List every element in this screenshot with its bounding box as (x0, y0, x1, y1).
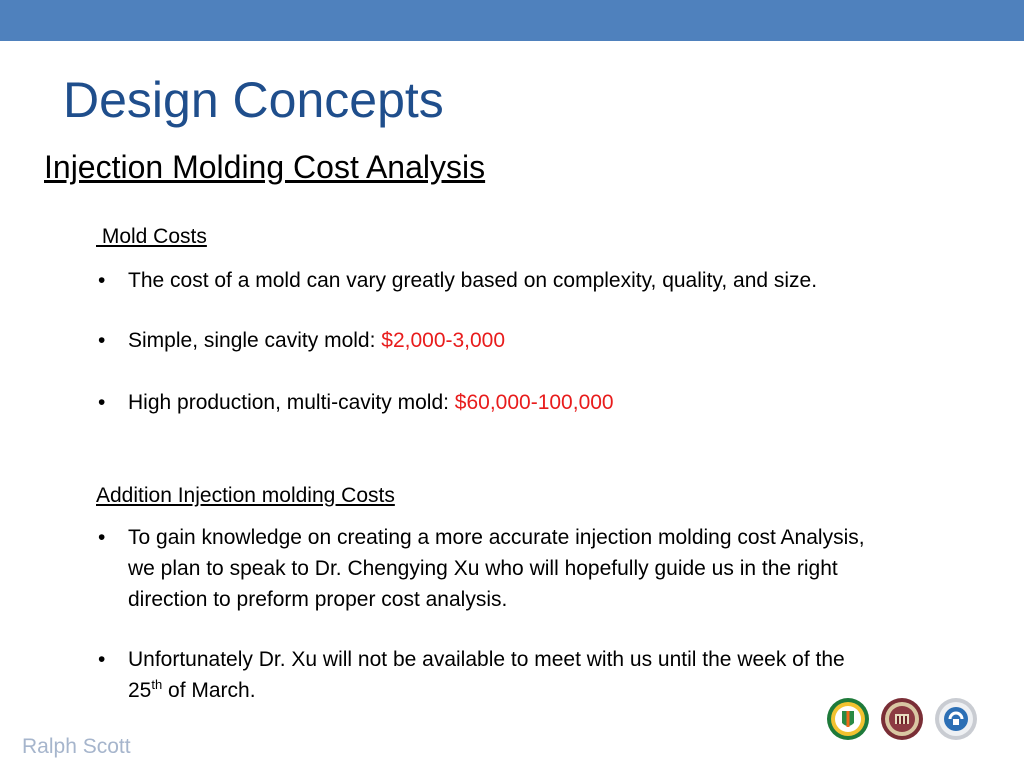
slide-title: Design Concepts (63, 72, 444, 128)
engineering-college-seal-icon (934, 697, 978, 741)
bullet-text: To gain knowledge on creating a more accurate injection molding cost Analysis, we plan to speak to Dr. Chengying Xu who will hopefully guide us in the right direction to preform proper cost analysis. (128, 526, 865, 611)
list-item (96, 522, 876, 615)
mold-costs-list (96, 265, 876, 418)
footer-author: Ralph Scott (22, 735, 131, 758)
bullet-text: The cost of a mold can vary greatly based on complexity, quality, and size. (128, 269, 818, 292)
list-item (96, 644, 876, 706)
bullet-marker: • (98, 526, 106, 549)
bullet-text: High production, multi-cavity mold: (128, 391, 455, 414)
list-item (96, 387, 876, 418)
ordinal-superscript: th (151, 677, 163, 692)
fsu-seal-icon (880, 697, 924, 741)
logo-strip (826, 697, 978, 743)
bullet-marker: • (98, 329, 106, 352)
list-item (96, 265, 876, 296)
additional-costs-heading: Addition Injection molding Costs (96, 484, 395, 507)
bullet-text: Simple, single cavity mold: (128, 329, 382, 352)
top-banner-bar (0, 0, 1024, 41)
bullet-marker: • (98, 269, 106, 292)
bullet-text: Unfortunately Dr. Xu will not be available to meet with us until the week of the 25 (128, 648, 845, 702)
bullet-marker: • (98, 391, 106, 414)
price-highlight: $2,000-3,000 (381, 329, 506, 352)
mold-costs-heading: Mold Costs (96, 225, 207, 248)
famu-seal-icon (826, 697, 870, 741)
bullet-text-end: of March. (162, 679, 256, 702)
list-item (96, 325, 876, 356)
price-highlight: $60,000-100,000 (454, 391, 614, 414)
additional-costs-list (96, 522, 876, 706)
slide-subtitle: Injection Molding Cost Analysis (44, 149, 486, 185)
bullet-marker: • (98, 648, 106, 671)
